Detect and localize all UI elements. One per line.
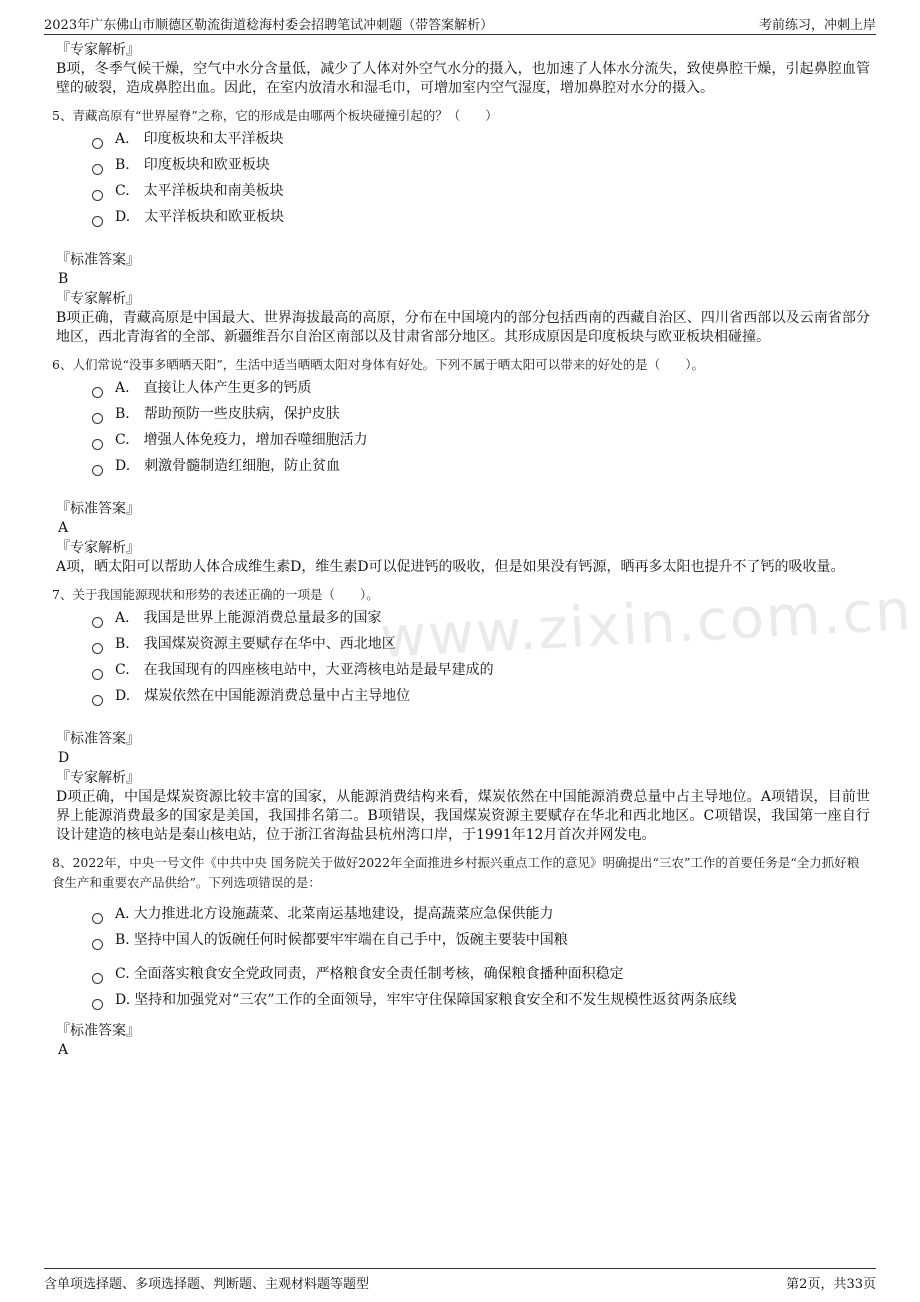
option-text: 增强人体免疫力，增加吞噬细胞活力 bbox=[143, 432, 368, 448]
footer-description: 含单项选择题、多项选择题、判断题、主观材料题等题型 bbox=[44, 1277, 370, 1292]
option-item[interactable] bbox=[92, 987, 870, 1013]
radio-icon[interactable] bbox=[92, 216, 103, 227]
option-item[interactable] bbox=[92, 375, 870, 401]
question-stem: 7、关于我国能源现状和形势的表述正确的一项是（ ）。 bbox=[52, 587, 379, 602]
option-item[interactable] bbox=[92, 961, 870, 987]
expert-analysis-text: A项，晒太阳可以帮助人体合成维生素D，维生素D可以促进钙的吸收，但是如果没有钙源，晒再多太阳也提升不了钙的吸收量。 bbox=[56, 559, 845, 575]
question-stem: 5、青藏高原有“世界屋脊”之称，它的形成是由哪两个板块碰撞引起的？（ ） bbox=[52, 108, 498, 123]
option-text: 大力推进北方设施蔬菜、北菜南运基地建设，提高蔬菜应急保供能力 bbox=[133, 906, 554, 922]
option-item[interactable] bbox=[92, 427, 870, 453]
option-text: 坚持中国人的饭碗任何时候都要牢牢端在自己手中，饭碗主要装中国粮 bbox=[133, 932, 568, 948]
option-list bbox=[92, 375, 870, 479]
option-letter: B. bbox=[115, 157, 130, 173]
option-letter: C. bbox=[115, 662, 130, 678]
option-text: 煤炭依然在中国能源消费总量中占主导地位 bbox=[144, 688, 411, 704]
radio-icon[interactable] bbox=[92, 939, 103, 950]
option-letter: B. bbox=[115, 406, 130, 422]
option-item[interactable] bbox=[92, 178, 870, 204]
option-text: 帮助预防一些皮肤病，保护皮肤 bbox=[143, 406, 340, 422]
radio-icon[interactable] bbox=[92, 669, 103, 680]
option-item[interactable] bbox=[92, 453, 870, 479]
question-stem: 8、2022年，中央一号文件《中共中央 国务院关于做好2022年全面推进乡村振兴重点工作的意见》明确提出“三农”工作的首要任务是“全力抓好粮食生产和重要农产品供给”。下列选项错误的是： bbox=[52, 855, 860, 890]
page-number: 第2页，共33页 bbox=[786, 1277, 876, 1292]
option-item[interactable] bbox=[92, 927, 870, 953]
option-letter: A. bbox=[115, 380, 130, 396]
expert-analysis-text: B项正确，青藏高原是中国最大、世界海拔最高的高原，分布在中国境内的部分包括西南的西藏自治区、四川省西部以及云南省部分地区，西北青海省的全部、新疆维吾尔自治区南部以及甘肃省部分地区。其形成原因是印度板块与欧亚板块相碰撞。 bbox=[56, 310, 870, 345]
option-text: 太平洋板块和南美板块 bbox=[143, 183, 284, 199]
radio-icon[interactable] bbox=[92, 190, 103, 201]
option-text: 全面落实粮食安全党政同责，严格粮食安全责任制考核，确保粮食播种面积稳定 bbox=[133, 966, 624, 982]
radio-icon[interactable] bbox=[92, 164, 103, 175]
standard-answer: B bbox=[58, 271, 69, 287]
expert-analysis-label: 『专家解析』 bbox=[56, 540, 140, 556]
radio-icon[interactable] bbox=[92, 138, 103, 149]
option-text: 在我国现有的四座核电站中，大亚湾核电站是最早建成的 bbox=[143, 662, 494, 678]
option-text: 直接让人体产生更多的钙质 bbox=[143, 380, 312, 396]
expert-analysis-text: D项正确，中国是煤炭资源比较丰富的国家，从能源消费结构来看，煤炭依然在中国能源消费总量中占主导地位。A项错误，目前世界上能源消费最多的国家是美国，我国排名第二。B项错误，我国煤炭资源主要赋存在华北和西北地区。C项错误，我国第一座自行设计建造的核电站是秦山核电站，位于浙江省海盐县杭州湾口岸，于1991年12月首次并网发电。 bbox=[56, 789, 870, 843]
radio-icon[interactable] bbox=[92, 413, 103, 424]
option-item[interactable] bbox=[92, 401, 870, 427]
option-letter: C. bbox=[115, 966, 130, 982]
option-letter: A. bbox=[115, 131, 130, 147]
radio-icon[interactable] bbox=[92, 695, 103, 706]
option-letter: A. bbox=[115, 610, 130, 626]
standard-answer-label: 『标准答案』 bbox=[56, 252, 140, 268]
watermark: www.zixin.com.cn bbox=[378, 578, 915, 671]
option-text: 太平洋板块和欧亚板块 bbox=[144, 209, 285, 225]
radio-icon[interactable] bbox=[92, 617, 103, 628]
option-item[interactable] bbox=[92, 605, 870, 631]
option-list bbox=[92, 126, 870, 230]
page-header bbox=[44, 10, 876, 35]
radio-icon[interactable] bbox=[92, 973, 103, 984]
expert-analysis-label: 『专家解析』 bbox=[56, 42, 140, 58]
option-letter: D. bbox=[115, 688, 131, 704]
radio-icon[interactable] bbox=[92, 465, 103, 476]
standard-answer: D bbox=[58, 750, 70, 766]
option-item[interactable] bbox=[92, 152, 870, 178]
standard-answer-label: 『标准答案』 bbox=[56, 731, 140, 747]
option-text: 刺激骨髓制造红细胞，防止贫血 bbox=[144, 458, 341, 474]
option-list bbox=[92, 605, 870, 709]
radio-icon[interactable] bbox=[92, 439, 103, 450]
option-letter: D. bbox=[115, 992, 131, 1008]
radio-icon[interactable] bbox=[92, 999, 103, 1010]
option-item[interactable] bbox=[92, 683, 870, 709]
standard-answer-label: 『标准答案』 bbox=[56, 1023, 140, 1039]
expert-analysis-label: 『专家解析』 bbox=[56, 291, 140, 307]
standard-answer-label: 『标准答案』 bbox=[56, 501, 140, 517]
option-letter: C. bbox=[115, 432, 130, 448]
option-text: 坚持和加强党对“三农”工作的全面领导，牢牢守住保障国家粮食安全和不发生规模性返贫两条底线 bbox=[134, 992, 737, 1008]
option-item[interactable] bbox=[92, 204, 870, 230]
option-item[interactable] bbox=[92, 901, 870, 927]
question-stem: 6、人们常说“没事多晒晒天阳”，生活中适当晒晒太阳对身体有好处。下列不属于晒太阳可以带来的好处的是（ ）。 bbox=[52, 357, 704, 372]
option-list bbox=[92, 901, 870, 1013]
option-letter: D. bbox=[115, 458, 131, 474]
option-letter: D. bbox=[115, 209, 131, 225]
expert-analysis-text: B项，冬季气候干燥，空气中水分含量低，减少了人体对外空气水分的摄入，也加速了人体水分流失，致使鼻腔干燥，引起鼻腔血管壁的破裂，造成鼻腔出血。因此，在室内放清水和湿毛巾，可增加室内空气湿度，增加鼻腔对水分的摄入。 bbox=[56, 61, 870, 96]
option-text: 印度板块和欧亚板块 bbox=[143, 157, 270, 173]
option-text: 印度板块和太平洋板块 bbox=[143, 131, 284, 147]
option-text: 我国是世界上能源消费总量最多的国家 bbox=[143, 610, 382, 626]
option-item[interactable] bbox=[92, 126, 870, 152]
option-letter: C. bbox=[115, 183, 130, 199]
option-item[interactable] bbox=[92, 631, 870, 657]
header-slogan: 考前练习，冲刺上岸 bbox=[758, 18, 876, 33]
option-item[interactable] bbox=[92, 657, 870, 683]
page-content bbox=[52, 40, 870, 1060]
radio-icon[interactable] bbox=[92, 913, 103, 924]
standard-answer: A bbox=[58, 1042, 69, 1058]
standard-answer: A bbox=[58, 520, 69, 536]
expert-analysis-label: 『专家解析』 bbox=[56, 770, 140, 786]
option-text: 我国煤炭资源主要赋存在华中、西北地区 bbox=[143, 636, 396, 652]
document-title: 2023年广东佛山市顺德区勒流街道稔海村委会招聘笔试冲刺题（带答案解析） bbox=[44, 18, 494, 33]
radio-icon[interactable] bbox=[92, 643, 103, 654]
option-letter: B. bbox=[115, 932, 130, 948]
option-letter: A. bbox=[115, 906, 130, 922]
option-letter: B. bbox=[115, 636, 130, 652]
radio-icon[interactable] bbox=[92, 387, 103, 398]
page-footer bbox=[44, 1268, 876, 1291]
